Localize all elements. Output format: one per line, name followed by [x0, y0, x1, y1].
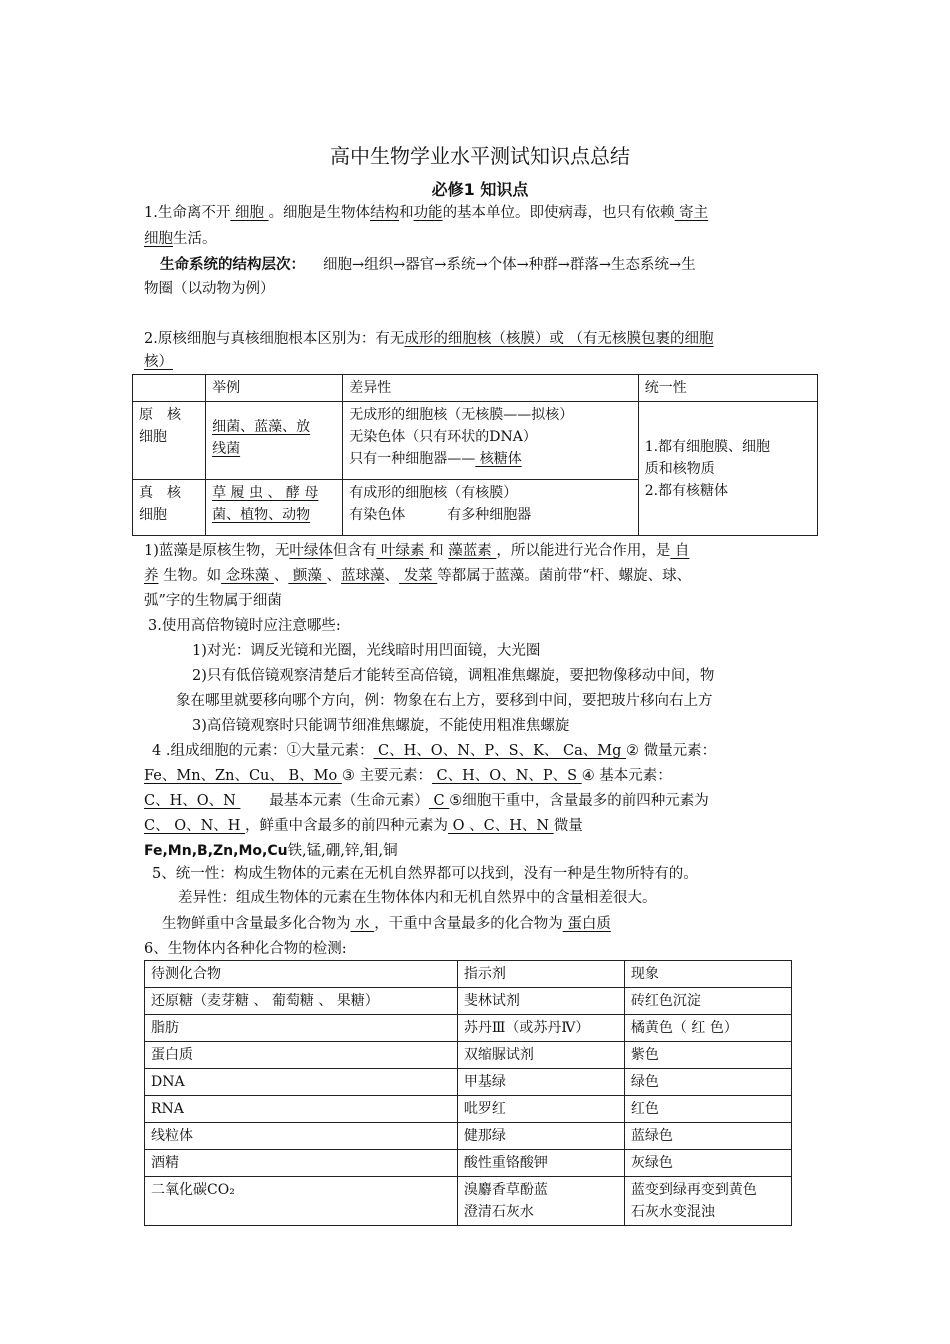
table1-prokaryote-difference: 无成形的细胞核（无核膜——拟核） 无染色体（只有环状的DNA） 只有一种细胞器—— 核糖体: [343, 402, 638, 480]
table-row: 二氧化碳CO₂ 溴麝香草酚蓝 澄清石灰水 蓝变到绿再变到黄色 石灰水变混浊: [145, 1177, 792, 1226]
table2-header-result: 现象: [624, 961, 791, 988]
table2-header-indicator: 指示剂: [457, 961, 624, 988]
para-1-line-1: 1.生命离不开 细胞 。细胞是生物体结构和功能的基本单位。即使病毒，也只有依赖 寄主: [144, 205, 709, 221]
table-row: RNA 吡罗红 红色: [145, 1096, 792, 1123]
table1-header-unity: 统一性: [638, 375, 817, 402]
structure-levels-line-2: 物圈（以动物为例）: [144, 281, 275, 297]
microscope-title: 3.使用高倍物镜时应注意哪些:: [148, 618, 341, 634]
detection-title: 6、生物体内各种化合物的检测:: [144, 941, 347, 957]
para-3-line-2: 养 生物。如 念珠藻 、 颤藻 、蓝球藻、 发菜 等都属于蓝藻。菌前带“杆、螺旋、球、: [144, 568, 692, 584]
table1-header-empty: [133, 375, 206, 402]
para-3-line-1: 1)蓝藻是原核生物，无叶绿体但含有 叶绿素 和 藻蓝素 ，所以能进行光合作用，是 自: [144, 543, 690, 559]
structure-levels-label: 生命系统的结构层次：: [160, 257, 305, 273]
microscope-step-3: 3)高倍镜观察时只能调节细准焦螺旋，不能使用粗准焦螺旋: [192, 718, 570, 734]
unity-line: 5、统一性：构成生物体的元素在无机自然界都可以找到，没有一种是生物所特有的。: [152, 866, 698, 882]
table-row: 蛋白质 双缩脲试剂 紫色: [145, 1042, 792, 1069]
table-row: DNA 甲基绿 绿色: [145, 1069, 792, 1096]
cell-type-table: [132, 374, 818, 536]
microscope-step-2a: 2)只有低倍镜观察清楚后才能转至高倍镜，调粗准焦螺旋，要把物像移动中间，物: [192, 668, 715, 684]
table2-header-compound: 待测化合物: [145, 961, 458, 988]
para-2-line-2: 核）: [144, 354, 173, 370]
para-1-line-2: 细胞生活。: [144, 231, 217, 247]
table-row: 脂肪 苏丹Ⅲ（或苏丹Ⅳ） 橘黄色（ 红 色）: [145, 1015, 792, 1042]
elements-line-1: 4 .组成细胞的元素：①大量元素： C、H、O、N、P、S、K、 Ca、Mg ② 微量元素：: [152, 743, 717, 759]
para-3-line-3: 弧”字的生物属于细菌: [144, 593, 282, 609]
table1-prokaryote-name: 原 核 细胞: [133, 402, 206, 480]
table-row: 酒精 酸性重铬酸钾 灰绿色: [145, 1150, 792, 1177]
table1-eukaryote-name: 真 核 细胞: [133, 480, 206, 536]
table1-eukaryote-example: 草 履 虫 、 酵 母 菌、植物、动物: [206, 480, 343, 536]
table-row: 线粒体 健那绿 蓝绿色: [145, 1123, 792, 1150]
compound-content-line: 生物鲜重中含量最多化合物为 水 ，干重中含量最多的化合物为 蛋白质: [162, 916, 611, 932]
elements-line-5: Fe,Mn,B,Zn,Mo,Cu铁,锰,硼,锌,钼,铜: [144, 843, 398, 859]
document-title: 高中生物学业水平测试知识点总结: [330, 144, 630, 168]
para-2-line-1: 2.原核细胞与真核细胞根本区别为：有无成形的细胞核（核膜）或 （有无核膜包裹的细胞: [144, 331, 714, 347]
table1-header-example: 举例: [206, 375, 343, 402]
table1-unity-cell: 1.都有细胞膜、细胞 质和核物质 2.都有核糖体: [638, 402, 817, 536]
structure-levels-line-1: 生命系统的结构层次： 细胞→组织→器官→系统→个体→种群→群落→生态系统→生: [160, 257, 696, 273]
compound-detection-table: [144, 960, 792, 1226]
microscope-step-1: 1)对光：调反光镜和光圈，光线暗时用凹面镜，大光圈: [192, 643, 541, 659]
table1-header-difference: 差异性: [343, 375, 638, 402]
microscope-step-2b: 象在哪里就要移向哪个方向，例：物象在右上方，要移到中间，要把玻片移向右上方: [176, 693, 713, 709]
difference-line: 差异性：组成生物体的元素在生物体体内和无机自然界中的含量相差很大。: [178, 890, 657, 906]
table1-eukaryote-difference: 有成形的细胞核（有核膜） 有染色体 有多种细胞器: [343, 480, 638, 536]
table-row: 还原糖（麦芽糖 、 葡萄糖 、 果糖） 斐林试剂 砖红色沉淀: [145, 988, 792, 1015]
elements-line-2: Fe、Mn、Zn、Cu、 B、Mo ③ 主要元素： C、H、O、N、P、S ④ 基本元素：: [144, 768, 672, 784]
elements-line-4: C、 O、N、H ，鲜重中含最多的前四种元素为 O 、C、H、N 微量: [144, 818, 583, 834]
elements-line-3: C、H、O、N 最基本元素（生命元素） C ⑤细胞干重中，含量最多的前四种元素为: [144, 793, 709, 809]
table1-prokaryote-example: 细菌、蓝藻、放 线菌: [206, 402, 343, 480]
document-subtitle: 必修1 知识点: [431, 180, 529, 199]
